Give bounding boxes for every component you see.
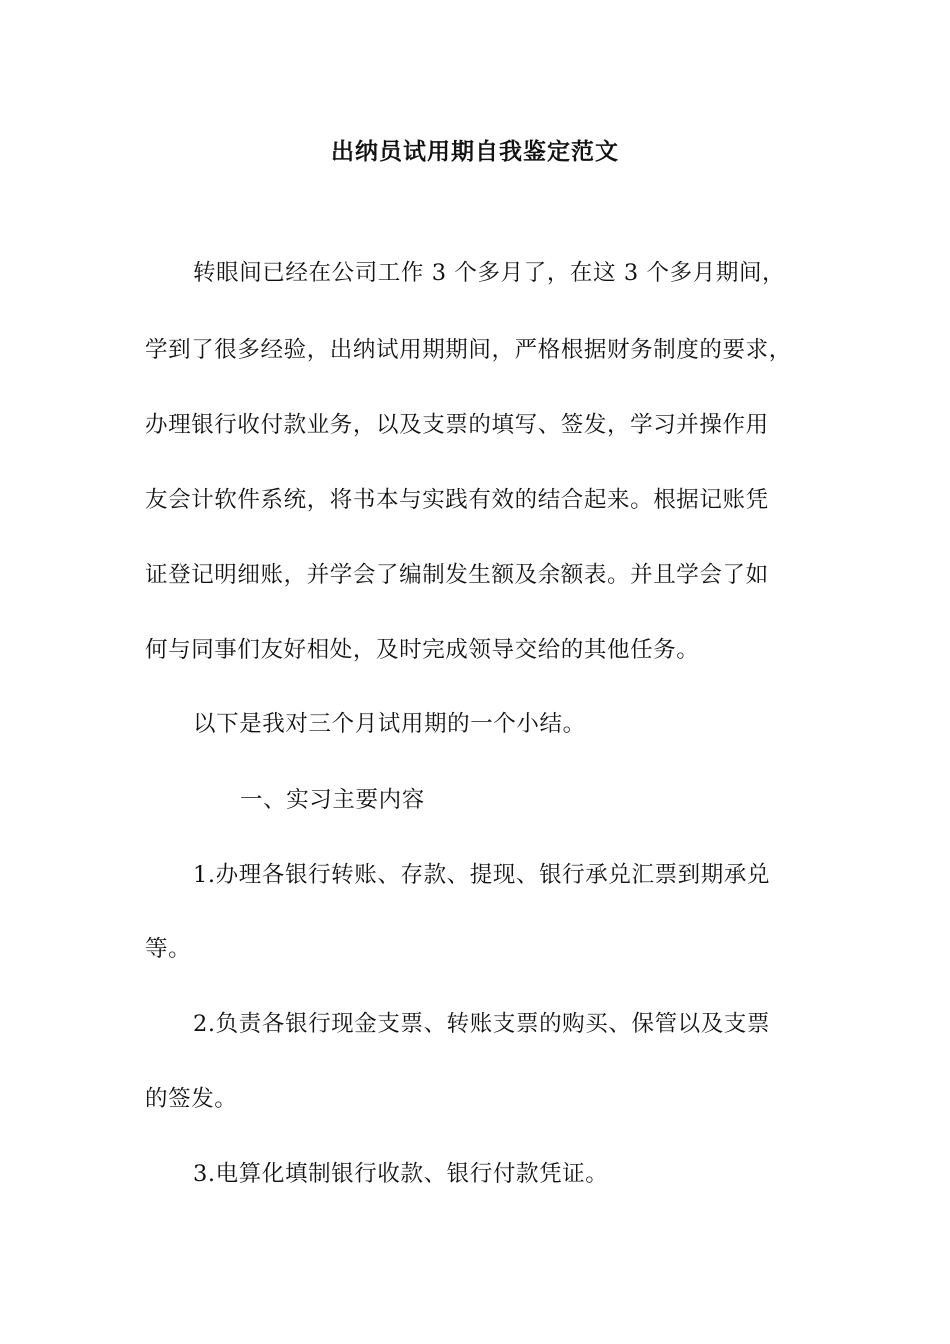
paragraph-line: 证登记明细账，并学会了编制发生额及余额表。并且学会了如 xyxy=(145,562,769,588)
paragraph-line: 友会计软件系统，将书本与实践有效的结合起来。根据记账凭 xyxy=(145,487,769,513)
summary-intro-line: 以下是我对三个月试用期的一个小结。 xyxy=(193,711,586,737)
paragraph-line: 学到了很多经验，出纳试用期期间，严格根据财务制度的要求， xyxy=(145,337,792,363)
list-item-line: 1.办理各银行转账、存款、提现、银行承兑汇票到期承兑 xyxy=(193,862,771,888)
list-item-line: 3.电算化填制银行收款、银行付款凭证。 xyxy=(193,1161,609,1187)
list-item-line: 2.负责各银行现金支票、转账支票的购买、保管以及支票 xyxy=(193,1011,771,1037)
section-heading: 一、实习主要内容 xyxy=(240,787,425,813)
paragraph-line: 转眼间已经在公司工作 3 个多月了，在这 3 个多月期间， xyxy=(193,260,786,286)
paragraph-line: 何与同事们友好相处，及时完成领导交给的其他任务。 xyxy=(145,637,700,663)
paragraph-line: 办理银行收付款业务，以及支票的填写、签发，学习并操作用 xyxy=(145,412,769,438)
list-item-line: 的签发。 xyxy=(145,1086,238,1112)
document-title: 出纳员试用期自我鉴定范文 xyxy=(331,138,619,165)
list-item-line: 等。 xyxy=(145,936,192,962)
